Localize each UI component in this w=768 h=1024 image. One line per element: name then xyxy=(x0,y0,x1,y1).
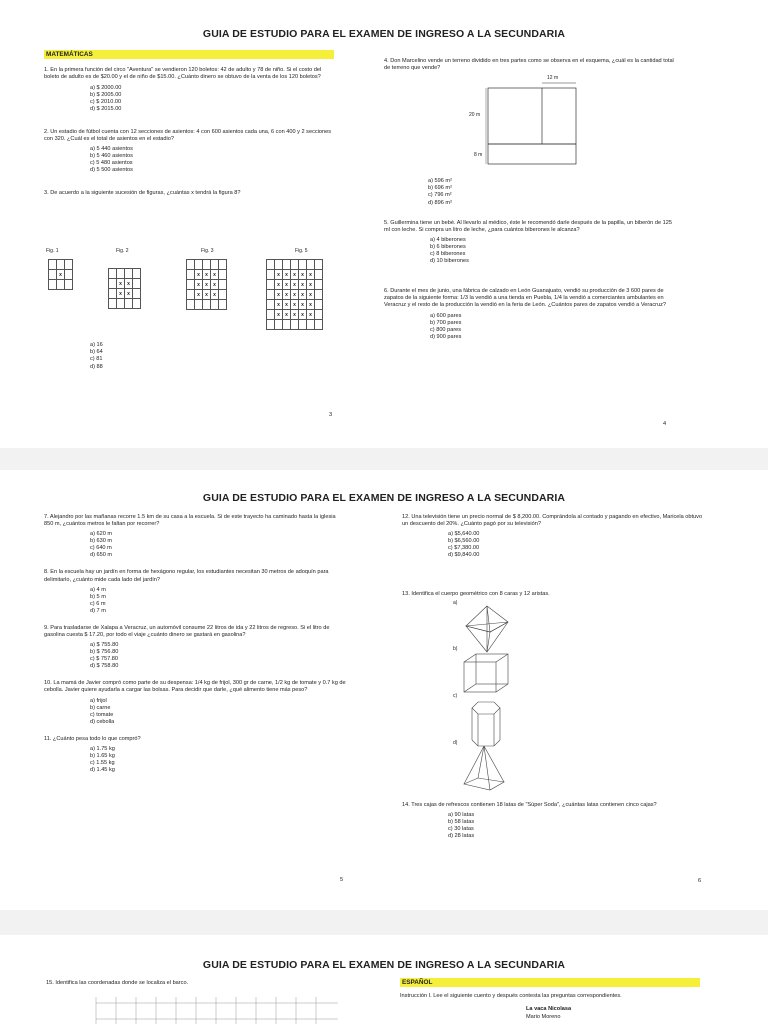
question-2: 2. Un estadio de fútbol cuenta con 12 secciones de asientos: 4 con 600 asientos cada una, 6 con 400 y 2 secciones con 320. ¿Cuál es el total de asientos en el estadio? a) 5 440 asientos b) 5 460 asientos c) 5 480 asientos d) 5 500 asientos xyxy=(44,128,332,174)
figure-3-grid: x x x x x x x x x xyxy=(186,259,227,310)
option-label: d) xyxy=(453,740,458,746)
dim-bottom: 8 m xyxy=(474,152,483,158)
question-10: 10. La mamá de Javier compró como parte de su despensa: 1/4 kg de frijol, 300 gr de carne, 1/2 kg de tomate y 0.7 kg de cebolla. Javier quiere ayudarla a cargar las bolsas. Para decidir que darle, ¿qué alimento tiene más peso? a) frijol b) carne c) tomate d) cebolla xyxy=(44,680,346,725)
octahedron-shape xyxy=(462,604,512,654)
fig-label: Fig. 5 xyxy=(295,248,308,254)
instruction-text: Instrucción I. Lee el siguiente cuento y después contesta las preguntas correspondientes. xyxy=(400,993,622,1000)
question-12: 12. Una televisión tiene un precio normal de $ 8,200.00. Comprándola al contado y pagando en efectivo, Maricela obtuvo un descuento del 20%. ¿Cuánto pagó por su televisión? a) $5,640.00 b) $6,560.00 c) $7,380.00 d) $9,840.00 xyxy=(402,514,703,559)
dim-left: 20 m xyxy=(469,112,481,118)
section-heading: MATEMÁTICAS xyxy=(44,50,334,59)
figure-5-grid: x x x x x x x x x x x x x x x x x x x x x x x x x xyxy=(266,259,323,330)
story-author: Mario Moreno xyxy=(526,1013,561,1020)
dim-top: 12 m xyxy=(547,75,559,81)
question-13: 13. Identifica el cuerpo geométrico con 8 caras y 12 aristas. xyxy=(402,591,550,597)
question-1: 1. En la primera función del circo "Aventura" se vendieron 120 boletos: 42 de adulto y 78 de niño. Si el costo del boleto de adulto es de $20.00 y el de niño de $15.00. ¿Cuánto dinero se obtuvo de la venta de los 120 boletos? a) $ 2000.00 b) $ 2005.00 c) $ 2010.00 d) $ 2015.00 xyxy=(44,67,322,112)
page-title: GUIA DE ESTUDIO PARA EL EXAMEN DE INGRESO A LA SECUNDARIA xyxy=(202,492,566,504)
spanish-section xyxy=(400,978,710,1021)
option-label: a) xyxy=(453,600,458,606)
question-7: 7. Alejandro por las mañanas recorre 1.5 km de su casa a la escuela. Si de este trayecto ha caminado hasta la iglesia 850 m, ¿cuántos metros le faltan por recorrer? a) 620 m b) 630 m c) 640 m d) 650 m xyxy=(44,514,336,559)
question-4: 4. Don Marcelino vende un terreno dividido en tres partes como se observa en el esquema, ¿cuál es la cantidad total de terreno que vende? xyxy=(384,58,674,72)
question-8: 8. En la escuela hay un jardín en forma de hexágono regular, los estudiantes necesitan 30 metros de adoquín para delimitarlo, ¿cuánto mide cada lado del jardín? a) 4 m b) 5 m c) 6 m d) 7 m xyxy=(44,569,329,614)
option-label: c) xyxy=(453,693,458,699)
story-title: La vaca Nicolasa xyxy=(526,1006,572,1013)
question-9: 9. Para trasladarse de Xalapa a Veracruz, un automóvil consume 22 litros de ida y 22 litros de regreso. Si el litro de gasolina cuesta $ 17.20, por todo el viaje ¿cuánto dinero se gastará en gasolina? a) $ 755.80 b) $ 756.80 c) $ 757.80 d) $ 758.80 xyxy=(44,624,330,670)
page-number: 4 xyxy=(663,421,667,427)
question-3: 3. De acuerdo a la siguiente sucesión de figuras, ¿cuántas x tendrá la figura 8? xyxy=(44,190,241,197)
question-6: 6. Durante el mes de junio, una fábrica de calzado en León Guanajuato, vendió su producción de 3 600 pares de zapatos de la siguiente forma: 1/3 la vendió a una tienda en Puebla, 1/4 la vendió a comerciantes ambulantes en Veracruz y el resto de la producción la vendió en la feria de León. ¿Cuántos pares de zapatos vendió a Veracruz? a) 600 pares b) 700 pares c) 800 pares d) 900 pares xyxy=(384,288,667,340)
section-heading: ESPAÑOL xyxy=(400,978,700,987)
left-column xyxy=(44,514,346,776)
question-14: 14. Tres cajas de refrescos contienen 18 latas de "Súper Soda", ¿cuántas latas contienen cinco cajas? a) 90 latas b) 58 latas c) 30 latas d) 28 latas xyxy=(402,802,657,840)
terrain-diagram xyxy=(466,74,586,170)
question-5: 5. Guillermina tiene un bebé. Al llevarlo al médico, éste le recomendó darle después de la papilla, un biberón de 125 ml con leche. Si compra un litro de leche, ¿para cuántos biberones le alcanza? a) 4 biberones b) 6 biberones c) 8 biberones d) 10 biberones xyxy=(384,220,672,265)
left-column xyxy=(44,50,334,199)
fig-label: Fig. 2 xyxy=(116,248,129,254)
page-title: GUIA DE ESTUDIO PARA EL EXAMEN DE INGRESO A LA SECUNDARIA xyxy=(202,959,566,971)
question-4-options: a) 596 m² b) 696 m² c) 796 m² d) 896 m² xyxy=(428,178,452,206)
fig-label: Fig. 1 xyxy=(46,248,59,254)
page-7-8 xyxy=(0,935,768,1024)
cube-shape xyxy=(462,652,512,694)
page-3-4 xyxy=(0,0,768,448)
page-number: 5 xyxy=(340,877,344,883)
page-5-6 xyxy=(0,470,768,910)
question-15: 15. Identifica las coordenadas donde se localiza el barco. xyxy=(46,980,189,986)
question-11: 11. ¿Cuánto pesa todo lo que compró? a) 1.75 kg b) 1.65 kg c) 1.55 kg d) 1.45 kg xyxy=(44,735,141,773)
hexagonal-prism-shape xyxy=(470,700,502,748)
coordinate-grid xyxy=(88,995,338,1024)
page-number: 6 xyxy=(698,878,702,884)
pyramid-shape xyxy=(462,744,506,792)
page-title: GUIA DE ESTUDIO PARA EL EXAMEN DE INGRESO A LA SECUNDARIA xyxy=(202,28,566,40)
option-label: b) xyxy=(453,646,458,652)
page-number: 3 xyxy=(329,412,333,418)
figure-2-grid: x x x x xyxy=(108,268,141,309)
question-3-options: a) 16 b) 64 c) 81 d) 88 xyxy=(90,342,103,370)
figure-1-grid: x xyxy=(48,259,73,290)
fig-label: Fig. 3 xyxy=(201,248,214,254)
